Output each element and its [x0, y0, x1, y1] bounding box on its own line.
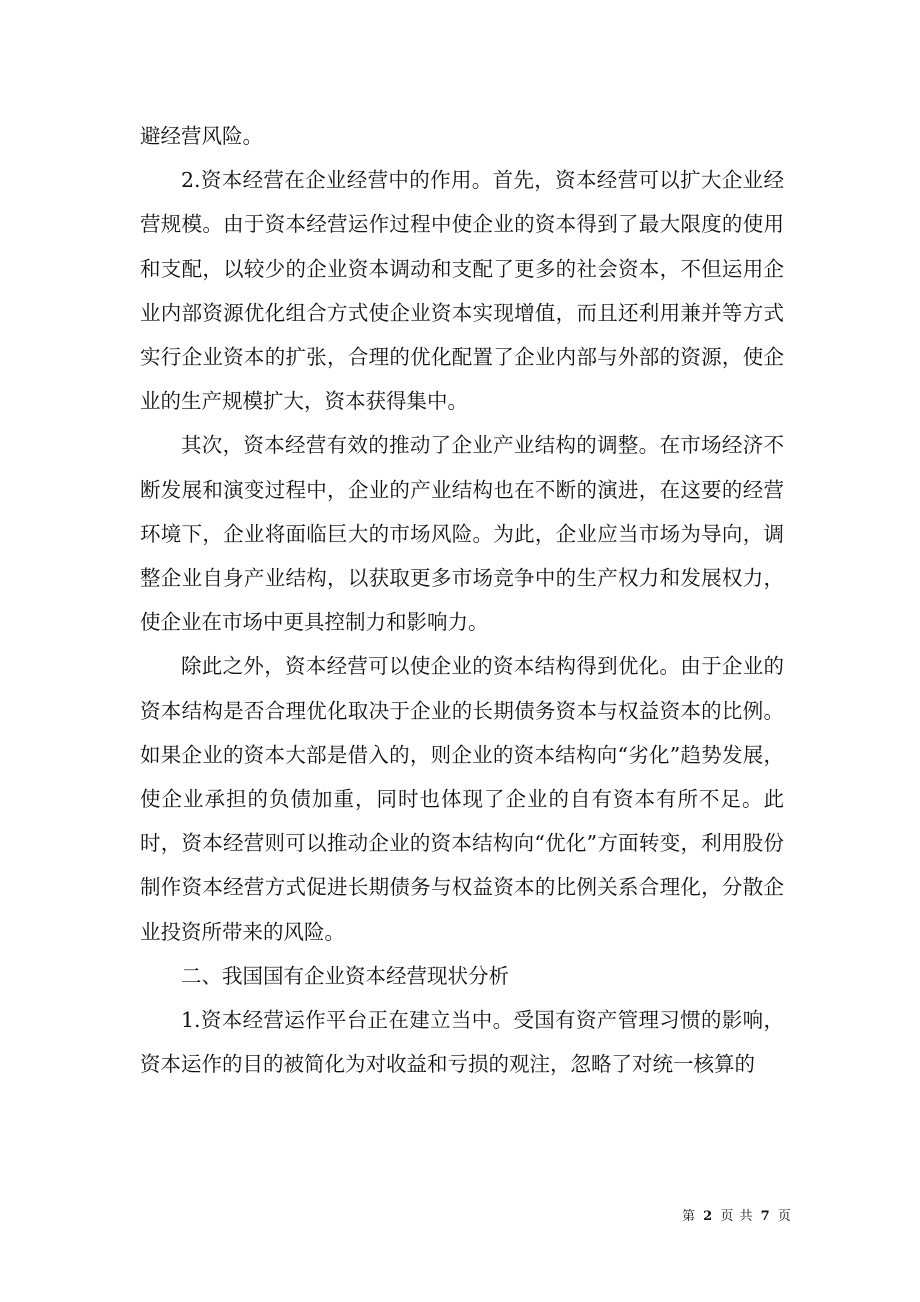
total-pages-number: 7 — [760, 1209, 771, 1224]
footer-middle: 页 共 — [720, 1209, 754, 1224]
paragraph-4: 除此之外，资本经营可以使企业的资本结构得到优化。由于企业的资本结构是否合理优化取决于企业的长期债务资本与权益资本的比例。如果企业的资本大部是借入的，则企业的资本结构向“劣化”趋势发展，使企业承担的负债加重，同时也体现了企业的自有资本有所不足。此时，资本经营则可以推动企业的资本结构向“优化”方面转变，利用股份制作资本经营方式促进长期债务与权益资本的比例关系合理化，分散企业投资所带来的风险。 — [140, 654, 784, 944]
paragraph-3: 其次，资本经营有效的推动了企业产业结构的调整。在市场经济不断发展和演变过程中，企业的产业结构也在不断的演进，在这要的经营环境下，企业将面临巨大的市场风险。为此，企业应当市场为导向，调整企业自身产业结构，以获取更多市场竞争中的生产权力和发展权力，使企业在市场中更具控制力和影响力。 — [140, 433, 784, 635]
page-body — [140, 114, 784, 1086]
footer-suffix: 页 — [777, 1209, 792, 1224]
paragraph-2: 2.资本经营在企业经营中的作用。首先，资本经营可以扩大企业经营规模。由于资本经营运作过程中使企业的资本得到了最大限度的使用和支配，以较少的企业资本调动和支配了更多的社会资本，不但运用企业内部资源优化组合方式使企业资本实现增值，而且还利用兼并等方式实行企业资本的扩张，合理的优化配置了企业内部与外部的资源，使企业的生产规模扩大，资本获得集中。 — [140, 168, 784, 414]
paragraph-1: 避经营风险。 — [140, 124, 263, 148]
paragraph-5: 1.资本经营运作平台正在建立当中。受国有资产管理习惯的影响，资本运作的目的被简化为对收益和亏损的观注，忽略了对统一核算的 — [140, 1008, 784, 1077]
current-page-number: 2 — [703, 1209, 714, 1224]
footer-prefix: 第 — [682, 1209, 697, 1224]
section-heading: 二、我国国有企业资本经营现状分析 — [181, 963, 509, 988]
page-number-footer — [682, 1207, 792, 1227]
